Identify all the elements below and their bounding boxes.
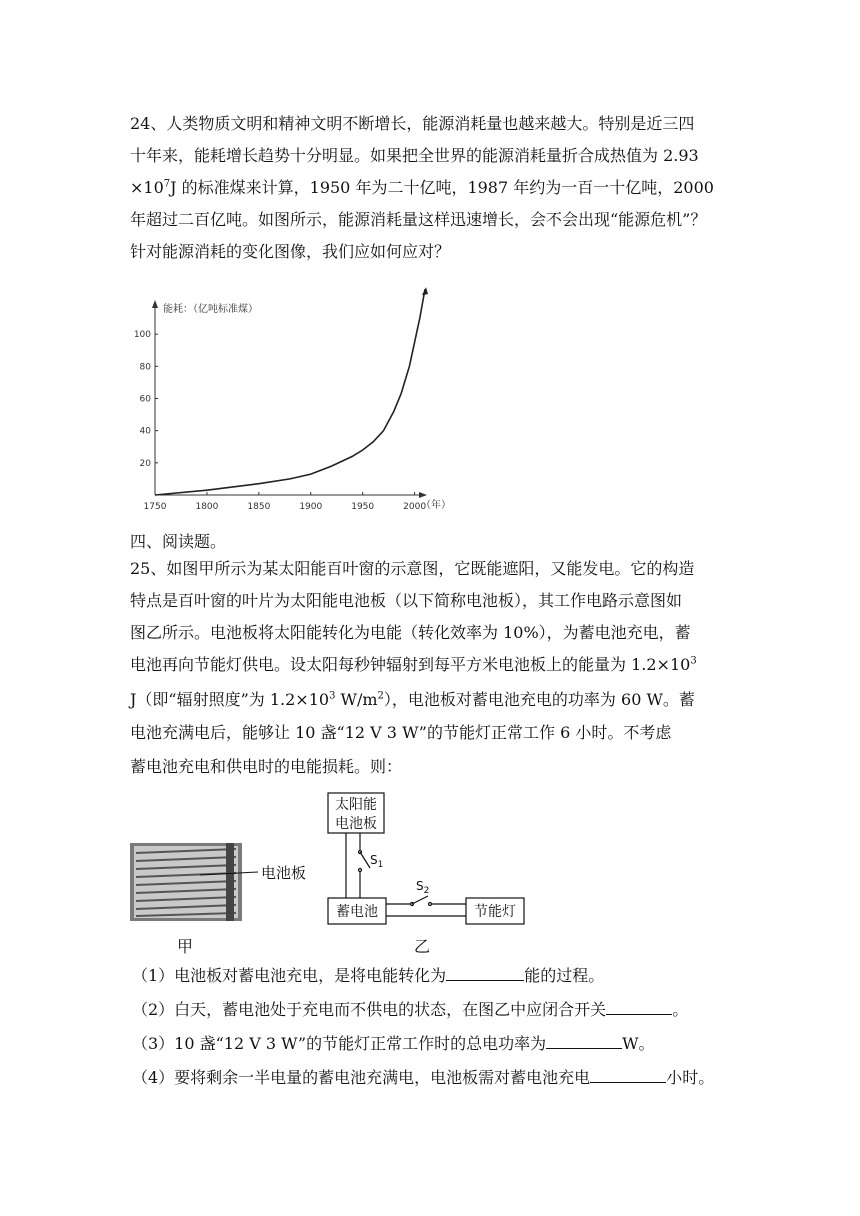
y-axis-arrow	[152, 300, 158, 308]
y-tick-label: 60	[139, 394, 151, 405]
q25-line-4-exponent: 3	[690, 655, 697, 667]
question-3-text: （3）10 盏“12 V 3 W”的节能灯正常工作时的总电功率为	[132, 1034, 547, 1053]
answer-blank-3[interactable]	[546, 1032, 622, 1049]
q25-line-3: 图乙所示。电池板将太阳能转化为电能（转化效率为 10%），为蓄电池充电，蓄	[130, 623, 691, 642]
q24-line-2: 十年来，能耗增长趋势十分明显。如果把全世界的能源消耗量折合成热值为 2.93	[130, 146, 699, 165]
question-3	[132, 1032, 655, 1056]
q25-line-4	[130, 653, 697, 677]
q25-line-7: 蓄电池充电和供电时的电能损耗。则：	[130, 757, 403, 776]
switch-s2-blade	[412, 896, 428, 904]
answer-blank-4[interactable]	[590, 1066, 666, 1083]
question-4-tail: 小时。	[666, 1068, 715, 1087]
y-tick-label: 40	[139, 426, 151, 437]
y-tick-label: 20	[139, 458, 151, 469]
q24-exponent: 7	[163, 178, 171, 190]
question-4-text: （4）要将剩余一半电量的蓄电池充满电，电池板需对蓄电池充电	[132, 1068, 591, 1087]
y-tick-label: 100	[133, 330, 151, 341]
question-2	[132, 998, 688, 1022]
switch-s2-label	[416, 879, 429, 896]
switch-s1-letter: S	[370, 853, 378, 867]
q25-line-5-a: J（即“辐射照度”为 1.2×10	[130, 690, 330, 709]
switch-s1-sub: 1	[377, 860, 384, 870]
q24-line-1: 24、人类物质文明和精神文明不断增长，能源消耗量也越来越大。特别是近三四	[130, 114, 695, 133]
switch-s1-label	[370, 853, 383, 870]
answer-blank-1[interactable]	[446, 964, 524, 981]
energy-curve	[155, 289, 425, 495]
q24-line-5: 针对能源消耗的变化图像，我们应如何应对？	[130, 242, 451, 261]
solar-label-2: 电池板	[335, 816, 377, 832]
question-1-tail: 能的过程。	[524, 966, 605, 985]
answer-blank-2[interactable]	[606, 998, 672, 1015]
x-tick-label: 2000	[403, 502, 427, 512]
q24-line-3-post: J 的标准煤来计算，1950 年为二十亿吨，1987 年约为一百一十亿吨，2000	[170, 178, 714, 197]
q25-line-5-c: ），电池板对蓄电池充电的功率为 60 W。蓄	[383, 690, 695, 709]
switch-s2-sub: 2	[423, 886, 430, 896]
solar-label-1: 太阳能	[335, 797, 377, 813]
question-2-text: （2）白天，蓄电池处于充电而不供电的状态，在图乙中应闭合开关	[132, 1000, 607, 1019]
x-tick-label: 1750	[143, 502, 167, 512]
battery-label: 蓄电池	[336, 904, 378, 920]
chart-ylabel: 能耗：（亿吨标准煤）	[163, 304, 258, 315]
circuit-diagram	[320, 790, 540, 930]
question-2-tail: 。	[672, 1000, 689, 1019]
x-tick-label: 1950	[351, 502, 375, 512]
question-1-text: （1）电池板对蓄电池充电，是将电能转化为	[132, 966, 447, 985]
q25-line-2: 特点是百叶窗的叶片为太阳能电池板（以下简称电池板），其工作电路示意图如	[130, 591, 683, 610]
question-3-tail: W。	[622, 1034, 655, 1053]
y-tick-label: 80	[139, 362, 151, 373]
q24-line-3-pre: ×10	[130, 178, 164, 197]
q25-line-5-exp2: 2	[377, 690, 384, 702]
q24-line-3	[130, 176, 714, 200]
switch-s2-letter: S	[416, 879, 424, 893]
lamp-label: 节能灯	[474, 904, 516, 920]
q25-line-5-exp1: 3	[329, 690, 336, 702]
section-4-heading: 四、阅读题。	[130, 532, 227, 551]
panel-label: 电池板	[261, 864, 307, 882]
switch-s1-blade	[360, 852, 370, 868]
figure-jia-photo	[130, 843, 330, 923]
question-4	[132, 1066, 714, 1090]
energy-consumption-chart	[125, 280, 455, 520]
caption-yi: 乙	[414, 937, 431, 956]
x-tick-label: 1900	[299, 502, 323, 512]
x-axis-arrow	[419, 492, 427, 498]
caption-jia: 甲	[177, 937, 194, 956]
q25-line-1: 25、如图甲所示为某太阳能百叶窗的示意图，它既能遮阳，又能发电。它的构造	[130, 559, 695, 578]
q24-line-4: 年超过二百亿吨。如图所示，能源消耗量这样迅速增长，会不会出现“能源危机”？	[130, 210, 707, 229]
q25-line-5-b: W/m	[335, 690, 378, 709]
x-tick-label: 1800	[195, 502, 219, 512]
q25-line-6: 电池充满电后，能够让 10 盏“12 V 3 W”的节能灯正常工作 6 小时。不考虑	[130, 723, 672, 742]
x-tick-label: 1850	[247, 502, 271, 512]
chart-xlabel: （年）	[421, 500, 451, 511]
q25-line-4-text: 电池再向节能灯供电。设太阳每秒钟辐射到每平方米电池板上的能量为 1.2×10	[130, 655, 691, 674]
question-1	[132, 964, 604, 988]
q25-line-5	[130, 688, 695, 712]
